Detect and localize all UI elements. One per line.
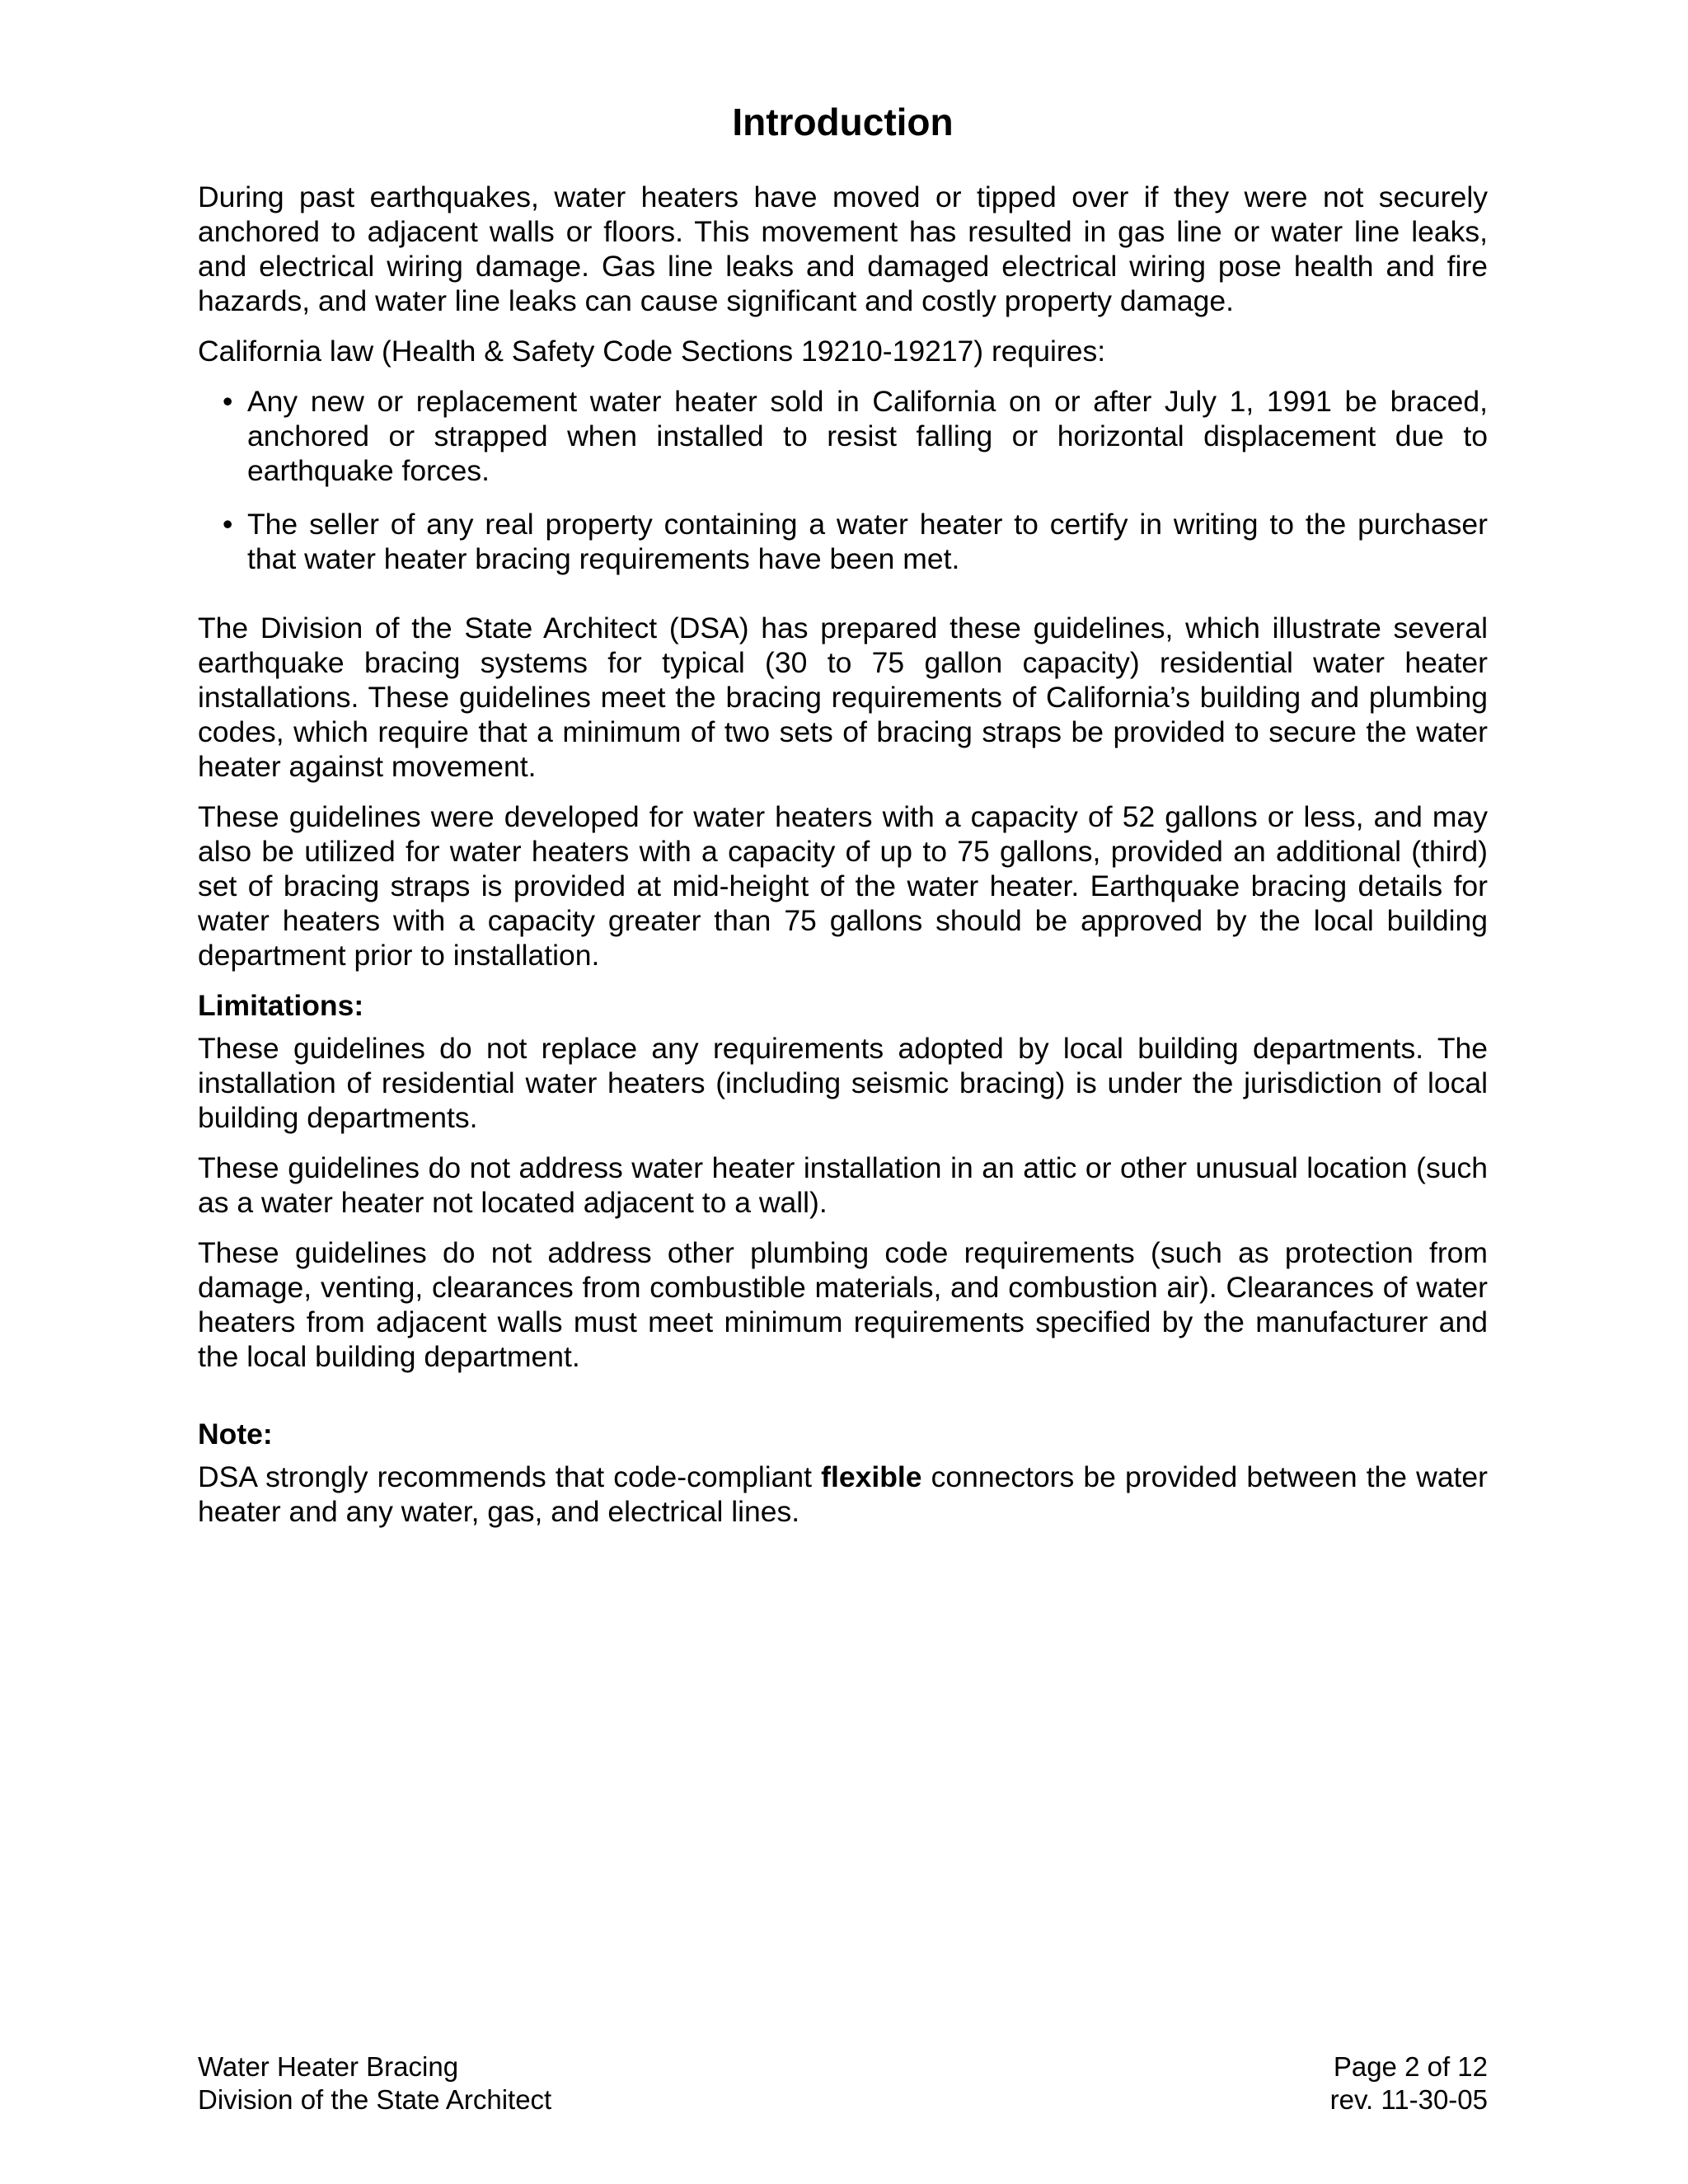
list-item: [198, 384, 1488, 488]
note-text-before: DSA strongly recommends that code-compliant: [198, 1460, 822, 1493]
intro-paragraph: During past earthquakes, water heaters have moved or tipped over if they were not securely anchored to adjacent walls or floors. This movement has resulted in gas line or water line leaks, and electrical wiring damage. Gas line leaks and damaged electrical wiring pose health and fire hazards, and water line leaks can cause significant and costly property damage.: [198, 180, 1488, 317]
list-item-text: Any new or replacement water heater sold in California on or after July 1, 1991 be braced, anchored or strapped when installed to resist falling or horizontal displacement due to earthquake forces.: [247, 385, 1488, 487]
law-paragraph: California law (Health & Safety Code Sections 19210-19217) requires:: [198, 335, 1106, 368]
note-paragraph: [198, 1460, 1488, 1529]
requirements-list: [198, 384, 1488, 576]
list-item: [198, 507, 1488, 576]
note-text-after: connectors be provided between the water heater and any water, gas, and electrical lines.: [198, 1460, 1488, 1528]
list-item-text: The seller of any real property containing a water heater to certify in writing to the purchaser that water heater bracing requirements have been met.: [247, 508, 1488, 575]
footer-revision: rev. 11-30-05: [1329, 2084, 1488, 2115]
note-heading: Note:: [198, 1418, 273, 1451]
document-page: [198, 97, 1488, 1544]
limitations-paragraph: These guidelines do not replace any requirements adopted by local building departments. The installation of residential water heaters (including seismic bracing) is under the jurisdiction of local building departments.: [198, 1032, 1488, 1134]
dsa-paragraph: The Division of the State Architect (DSA) has prepared these guidelines, which illustrate several earthquake bracing systems for typical (30 to 75 gallon capacity) residential water heater installations. These guidelines meet the bracing requirements of California’s building and plumbing codes, which require that a minimum of two sets of bracing straps be provided to secure the water heater against movement.: [198, 612, 1488, 783]
bullet-icon: •: [223, 508, 233, 541]
limitations-paragraph: These guidelines do not address other plumbing code requirements (such as protection from damage, venting, clearances from combustible materials, and combustion air). Clearances of water heaters from adjacent walls must meet minimum requirements specified by the manufacturer and the local building department.: [198, 1236, 1488, 1373]
limitations-heading: Limitations:: [198, 989, 364, 1022]
note-emphasis: flexible: [821, 1460, 922, 1493]
footer-document-title: Water Heater Bracing: [198, 2051, 459, 2082]
footer-page-number: Page 2 of 12: [1333, 2051, 1488, 2082]
page-footer: [198, 2050, 1488, 2116]
limitations-paragraph: These guidelines do not address water heater installation in an attic or other unusual location (such as a water heater not located adjacent to a wall).: [198, 1151, 1488, 1219]
capacity-paragraph: These guidelines were developed for water heaters with a capacity of 52 gallons or less, and may also be utilized for water heaters with a capacity of up to 75 gallons, provided an additional (third) set of bracing straps is provided at mid-height of the water heater. Earthquake bracing details for water heaters with a capacity greater than 75 gallons should be approved by the local building department prior to installation.: [198, 800, 1488, 972]
page-title: Introduction: [732, 101, 954, 143]
footer-organization: Division of the State Architect: [198, 2084, 552, 2115]
bullet-icon: •: [223, 385, 233, 418]
